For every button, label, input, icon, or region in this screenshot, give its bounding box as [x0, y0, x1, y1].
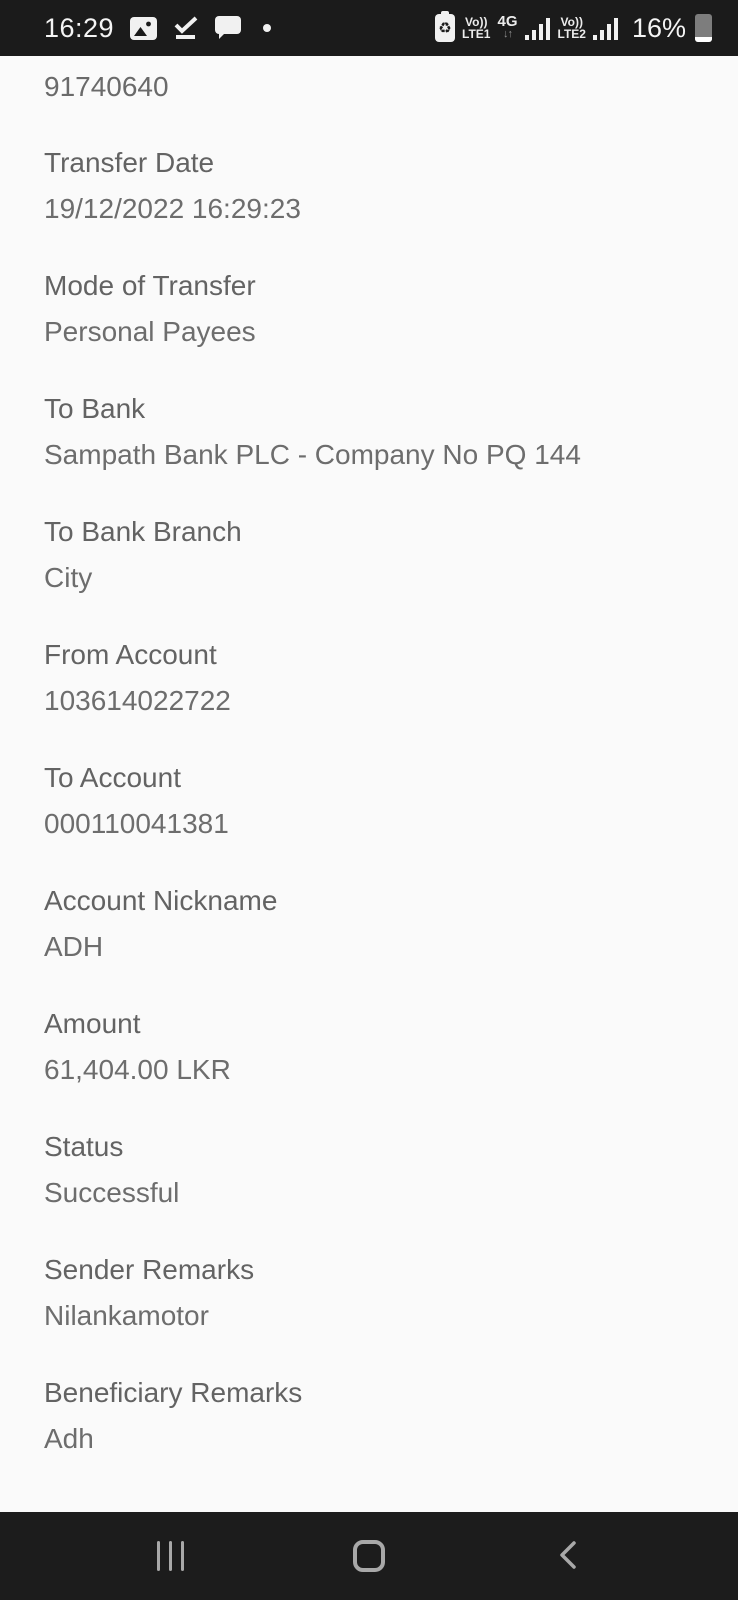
android-navigation-bar: [0, 1512, 738, 1600]
field-value: Adh: [44, 1423, 94, 1454]
recents-button[interactable]: [146, 1528, 194, 1584]
more-notifications-dot: [263, 24, 271, 32]
battery-icon: [695, 14, 712, 42]
battery-saver-icon: ♻: [435, 14, 455, 42]
field-label: Status: [44, 1131, 124, 1162]
field-value: 19/12/2022 16:29:23: [44, 193, 301, 224]
back-button[interactable]: [544, 1528, 592, 1584]
field-value: 103614022722: [44, 685, 231, 716]
network-type-indicator: 4G ↓↑: [497, 13, 518, 40]
battery-percentage: 16%: [631, 12, 686, 43]
status-bar: [0, 0, 738, 56]
field-value: Nilankamotor: [44, 1300, 209, 1331]
detail-field: [44, 878, 698, 970]
field-label: To Account: [44, 762, 181, 793]
volte-sim2-indicator: Vo)) LTE2: [557, 15, 586, 41]
detail-field: [44, 386, 698, 478]
field-label: Sender Remarks: [44, 1254, 255, 1285]
signal-bars-sim1-icon: [525, 15, 551, 41]
field-value: Sampath Bank PLC - Company No PQ 144: [44, 439, 581, 470]
status-bar-left: [44, 13, 271, 44]
signal-bars-sim2-icon: [593, 15, 619, 41]
field-value: 61,404.00 LKR: [44, 1054, 231, 1085]
volte-sim1-indicator: Vo)) LTE1: [462, 15, 491, 41]
field-value: ADH: [44, 931, 104, 962]
field-label: To Bank Branch: [44, 516, 242, 547]
field-label: Beneficiary Remarks: [44, 1377, 303, 1408]
gallery-icon: [130, 17, 157, 40]
detail-field: [44, 140, 698, 232]
detail-field: [44, 263, 698, 355]
transfer-details-page[interactable]: [0, 56, 738, 1512]
detail-field: [44, 1247, 698, 1339]
chat-bubble-icon: [215, 16, 241, 40]
detail-field: [44, 632, 698, 724]
recents-icon: [157, 1541, 184, 1571]
data-activity-arrows-icon: ↓↑: [502, 28, 512, 40]
field-value: Successful: [44, 1177, 180, 1208]
field-label: Amount: [44, 1008, 141, 1039]
detail-fields-list: [44, 140, 698, 1462]
home-icon: [353, 1540, 385, 1572]
home-button[interactable]: [345, 1528, 393, 1584]
detail-field: [44, 755, 698, 847]
clock: 16:29: [44, 12, 115, 43]
detail-field: [44, 509, 698, 601]
detail-field: [44, 1001, 698, 1093]
field-label: Mode of Transfer: [44, 270, 256, 301]
detail-field: [44, 1124, 698, 1216]
field-value: 000110041381: [44, 808, 229, 839]
field-value: City: [44, 562, 93, 593]
reference-number-value: 91740640: [44, 71, 169, 102]
field-label: Transfer Date: [44, 147, 215, 178]
field-value: Personal Payees: [44, 316, 256, 347]
field-label: From Account: [44, 639, 217, 670]
field-label: Account Nickname: [44, 885, 278, 916]
check-underline-icon: [173, 16, 199, 40]
detail-field: [44, 1370, 698, 1462]
status-bar-right: [435, 13, 712, 44]
field-label: To Bank: [44, 393, 146, 424]
back-icon: [558, 1540, 578, 1573]
